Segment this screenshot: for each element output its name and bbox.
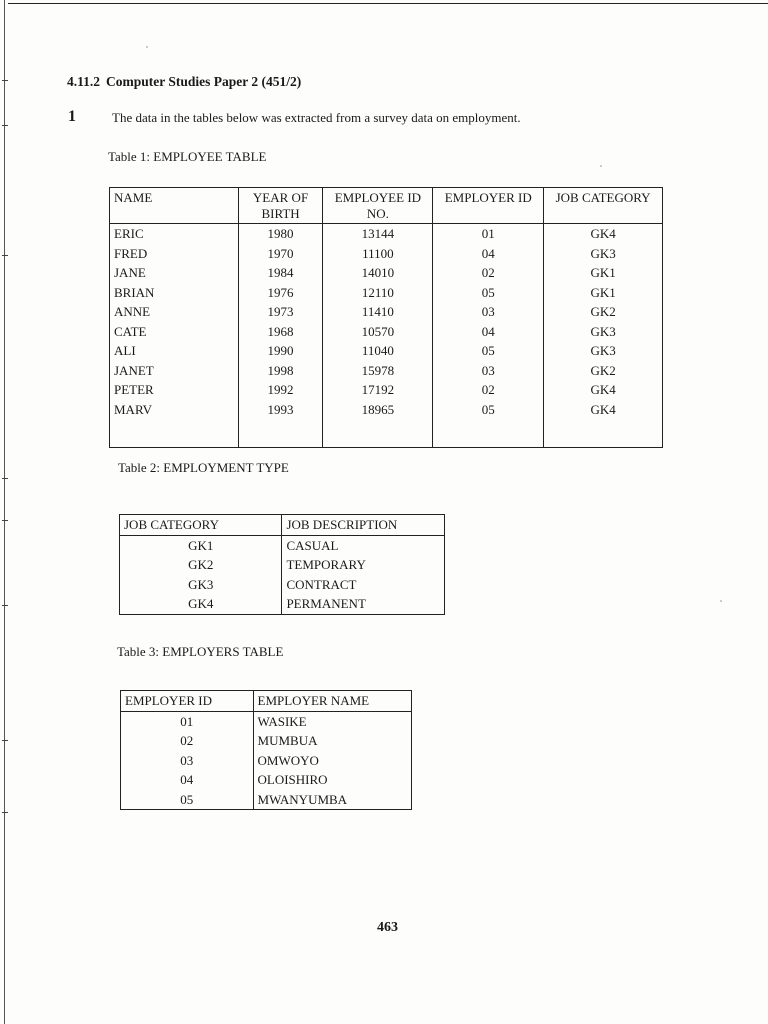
blank-cell	[110, 419, 239, 448]
cell-name: CATE	[110, 322, 239, 342]
cell-year: 1970	[238, 244, 323, 264]
cell-employee-id: 15978	[323, 361, 433, 381]
table2-caption: Table 2: EMPLOYMENT TYPE	[118, 460, 289, 475]
table-row	[120, 594, 445, 614]
cell-employer-id: 02	[433, 263, 544, 283]
cell-name: PETER	[110, 380, 239, 400]
table-row	[110, 263, 663, 283]
cell-employer-id: 04	[433, 244, 544, 264]
cell-year: 1992	[238, 380, 323, 400]
table-row	[110, 400, 663, 420]
table-row	[110, 380, 663, 400]
header-text: NO.	[366, 206, 389, 221]
cell-employee-id: 18965	[323, 400, 433, 420]
employers-table	[120, 690, 412, 810]
table-row	[110, 322, 663, 342]
table-header-row	[110, 188, 663, 224]
cell-year: 1976	[238, 283, 323, 303]
section-title: Computer Studies Paper 2 (451/2)	[106, 74, 302, 89]
cell-employee-id: 12110	[323, 283, 433, 303]
cell-job-category: GK4	[544, 400, 663, 420]
table-row	[121, 711, 412, 731]
table-header-row	[121, 691, 412, 712]
table3-caption: Table 3: EMPLOYERS TABLE	[117, 644, 284, 659]
table-row	[121, 731, 412, 751]
cell-job-category: GK2	[120, 555, 282, 575]
page-number: 463	[377, 920, 398, 935]
cell-employer-name: MUMBUA	[253, 731, 411, 751]
cell-employer-id: 05	[433, 283, 544, 303]
table-row	[120, 555, 445, 575]
cell-year: 1990	[238, 341, 323, 361]
cell-employee-id: 13144	[323, 224, 433, 244]
blank-cell	[544, 419, 663, 448]
margin-tick	[2, 80, 8, 81]
scan-speck	[600, 165, 602, 167]
cell-year: 1973	[238, 302, 323, 322]
header-job-category: JOB CATEGORY	[544, 188, 663, 224]
cell-year: 1993	[238, 400, 323, 420]
table-row	[110, 302, 663, 322]
section-number: 4.11.2	[67, 74, 101, 89]
cell-employer-id: 05	[433, 341, 544, 361]
cell-employer-id: 01	[433, 224, 544, 244]
cell-employer-name: OLOISHIRO	[253, 770, 411, 790]
cell-employer-id: 02	[433, 380, 544, 400]
cell-year: 1980	[238, 224, 323, 244]
table-row	[110, 224, 663, 244]
header-employer-id: EMPLOYER ID	[121, 691, 254, 712]
employment-type-table	[119, 514, 445, 615]
header-name: NAME	[110, 188, 239, 224]
table-row	[121, 751, 412, 771]
cell-year: 1998	[238, 361, 323, 381]
table-row	[121, 790, 412, 810]
cell-employer-id: 03	[433, 361, 544, 381]
cell-employer-id: 02	[121, 731, 254, 751]
margin-tick	[2, 125, 8, 126]
cell-job-category: GK4	[544, 224, 663, 244]
cell-name: MARV	[110, 400, 239, 420]
cell-name: BRIAN	[110, 283, 239, 303]
cell-job-category: GK1	[544, 263, 663, 283]
table-row	[110, 341, 663, 361]
header-job-category: JOB CATEGORY	[120, 515, 282, 536]
header-job-description: JOB DESCRIPTION	[282, 515, 445, 536]
cell-name: ALI	[110, 341, 239, 361]
table-row	[121, 770, 412, 790]
blank-cell	[323, 419, 433, 448]
cell-name: ANNE	[110, 302, 239, 322]
margin-tick	[2, 478, 8, 479]
cell-job-category: GK3	[544, 322, 663, 342]
scan-speck	[720, 600, 722, 602]
cell-employee-id: 10570	[323, 322, 433, 342]
cell-employee-id: 11040	[323, 341, 433, 361]
blank-cell	[433, 419, 544, 448]
cell-job-description: TEMPORARY	[282, 555, 445, 575]
table-row	[110, 361, 663, 381]
cell-name: JANE	[110, 263, 239, 283]
cell-job-category: GK2	[544, 361, 663, 381]
cell-employer-id: 03	[121, 751, 254, 771]
header-employer-name: EMPLOYER NAME	[253, 691, 411, 712]
cell-name: ERIC	[110, 224, 239, 244]
table-row	[110, 283, 663, 303]
question-number: 1	[68, 108, 76, 125]
header-text: BIRTH	[261, 206, 300, 221]
cell-job-category: GK4	[120, 594, 282, 614]
margin-tick	[2, 605, 8, 606]
cell-job-category: GK2	[544, 302, 663, 322]
cell-employee-id: 14010	[323, 263, 433, 283]
left-margin-line	[4, 0, 5, 1024]
cell-job-category: GK1	[544, 283, 663, 303]
table-row	[120, 535, 445, 555]
cell-job-category: GK3	[544, 244, 663, 264]
header-text: EMPLOYEE ID	[334, 190, 422, 205]
header-year-of-birth	[238, 188, 323, 224]
cell-employer-id: 05	[433, 400, 544, 420]
cell-job-category: GK3	[544, 341, 663, 361]
cell-job-description: PERMANENT	[282, 594, 445, 614]
margin-tick	[2, 812, 8, 813]
scan-speck	[146, 46, 148, 48]
margin-tick	[2, 520, 8, 521]
cell-employer-name: OMWOYO	[253, 751, 411, 771]
cell-employee-id: 11100	[323, 244, 433, 264]
cell-employer-id: 05	[121, 790, 254, 810]
cell-year: 1984	[238, 263, 323, 283]
cell-employee-id: 11410	[323, 302, 433, 322]
cell-job-description: CONTRACT	[282, 575, 445, 595]
header-employer-id: EMPLOYER ID	[433, 188, 544, 224]
table-header-row	[120, 515, 445, 536]
cell-job-category: GK4	[544, 380, 663, 400]
cell-job-category: GK3	[120, 575, 282, 595]
cell-employee-id: 17192	[323, 380, 433, 400]
blank-cell	[238, 419, 323, 448]
cell-employer-id: 03	[433, 302, 544, 322]
cell-job-category: GK1	[120, 535, 282, 555]
margin-tick	[2, 255, 8, 256]
cell-job-description: CASUAL	[282, 535, 445, 555]
employee-table	[109, 187, 663, 448]
margin-tick	[2, 740, 8, 741]
cell-employer-id: 04	[433, 322, 544, 342]
header-employee-id	[323, 188, 433, 224]
question-text: The data in the tables below was extracted from a survey data on employment.	[112, 110, 521, 125]
cell-name: JANET	[110, 361, 239, 381]
table1-caption: Table 1: EMPLOYEE TABLE	[108, 149, 267, 164]
cell-employer-name: MWANYUMBA	[253, 790, 411, 810]
section-heading	[67, 74, 301, 90]
header-text: YEAR OF	[252, 190, 309, 205]
cell-employer-name: WASIKE	[253, 711, 411, 731]
table-row	[120, 575, 445, 595]
cell-employer-id: 04	[121, 770, 254, 790]
cell-name: FRED	[110, 244, 239, 264]
cell-employer-id: 01	[121, 711, 254, 731]
table-row	[110, 244, 663, 264]
table-blank-row	[110, 419, 663, 448]
cell-year: 1968	[238, 322, 323, 342]
top-border-line	[8, 3, 768, 4]
